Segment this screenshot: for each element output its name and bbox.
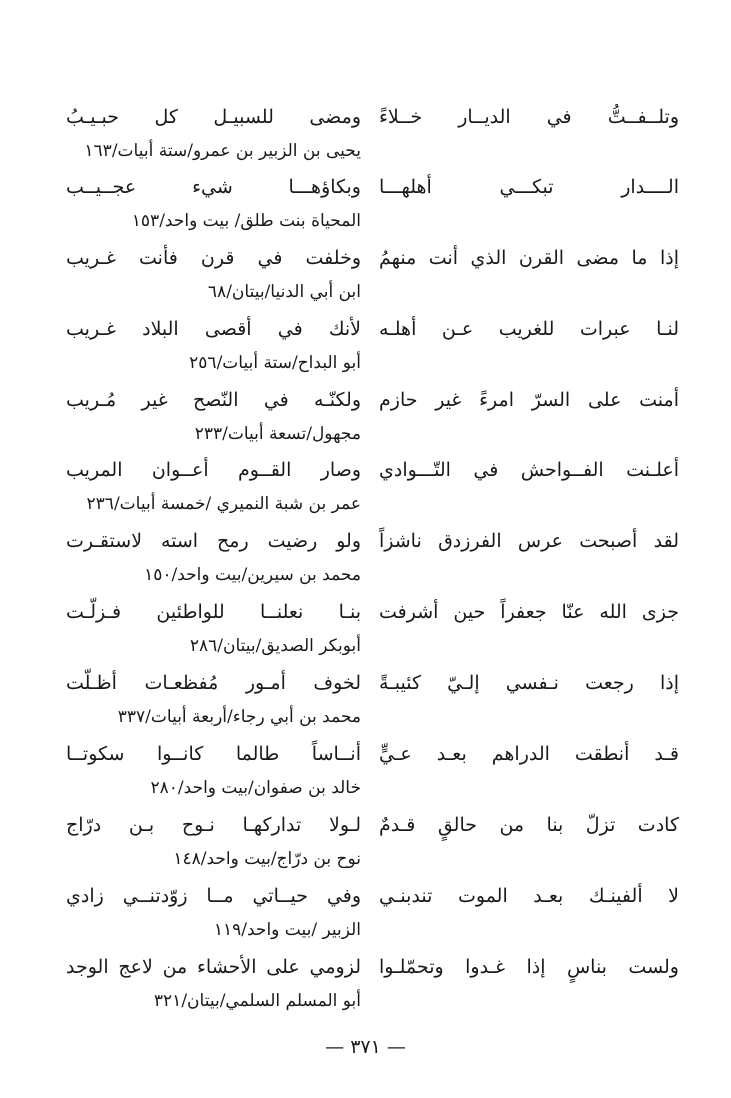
verse-entry-3 xyxy=(0,245,731,317)
verse-entry-10 xyxy=(0,741,731,813)
verse-attribution: المحياة بنت طلق/ بيت واحد/١٥٣ xyxy=(131,211,361,231)
verse-attribution: أبو المسلم السلمي/بيتان/٣٢١ xyxy=(153,991,361,1011)
verse-attribution: أبو البداح/ستة أبيات/٢٥٦ xyxy=(189,353,361,373)
verse-first-hemistich: أمنت على السرّ امرءً غير حازم xyxy=(379,389,679,411)
verse-second-hemistich: ولو رضيت رمح استه لاستقـرت xyxy=(66,530,361,552)
verse-second-hemistich: بنـا نعلنــا للواطئين فـزلّـت xyxy=(66,601,361,623)
verse-entry-11 xyxy=(0,812,731,884)
verse-first-hemistich: كادت تزلّ بنا من حالقٍ قـدمٌ xyxy=(379,814,679,836)
verse-second-hemistich: وصار القــوم أعــوان المريب xyxy=(66,459,361,481)
verse-second-hemistich: لـولا تداركهـا نـوح بـن درّاج xyxy=(66,814,361,836)
verse-attribution: أبوبكر الصديق/بيتان/٢٨٦ xyxy=(189,636,361,656)
verse-attribution: خالد بن صفوان/بيت واحد/٢٨٠ xyxy=(150,778,361,798)
verse-second-hemistich: وبكاؤهـــا شيء عجــيــب xyxy=(66,176,361,198)
verse-second-hemistich: ومضى للسبيـل كل حبـيـبُ xyxy=(66,106,361,128)
verse-entry-9 xyxy=(0,670,731,742)
verse-first-hemistich: الــــدار تبكـــي أهلهـــا xyxy=(379,176,679,198)
verse-first-hemistich: قـد أنطقت الدراهم بعـد عـيٍّ xyxy=(379,743,679,765)
verse-second-hemistich: أنــاساً طالما كانــوا سكوتــا xyxy=(66,743,361,765)
verse-attribution: عمر بن شبة النميري /خمسة أبيات/٢٣٦ xyxy=(86,494,361,514)
verse-second-hemistich: وخلفت في قرن فأنت غـريب xyxy=(66,247,361,269)
verse-first-hemistich: وتلــفــتُّ في الديــار خــلاءً xyxy=(379,106,679,128)
verse-first-hemistich: لنـا عبرات للغريب عـن أهلـه xyxy=(379,318,679,340)
verse-attribution: نوح بن درّاج/بيت واحد/١٤٨ xyxy=(173,849,361,869)
verse-first-hemistich: لقد أصبحت عرس الفرزدق ناشزاً xyxy=(379,530,679,552)
verse-attribution: مجهول/تسعة أبيات/٢٣٣ xyxy=(194,424,361,444)
verse-first-hemistich: جزى الله عنّا جعفراً حين أشرفت xyxy=(379,601,679,623)
verse-first-hemistich: إذا ما مضى القرن الذي أنت منهمُ xyxy=(379,247,679,269)
verse-entry-2 xyxy=(0,174,731,246)
verse-entry-4 xyxy=(0,316,731,388)
verse-first-hemistich: لا ألفينـك بعـد الموت تندبنـي xyxy=(379,885,679,907)
verse-entry-8 xyxy=(0,599,731,671)
verse-first-hemistich: أعلـنت الفــواحش في التّـــوادي xyxy=(379,459,679,481)
verse-first-hemistich: إذا رجعت نـفسي إلـيّ كئيبـةً xyxy=(379,672,679,694)
verse-second-hemistich: لزومي على الأحشاء من لاعج الوجد xyxy=(66,956,361,978)
verse-second-hemistich: وفي حيــاتي مــا زوّدتنــي زادي xyxy=(66,885,361,907)
verse-attribution: محمد بن سيرين/بيت واحد/١٥٠ xyxy=(144,565,361,585)
verse-attribution: ابن أبي الدنيا/بيتان/٦٨ xyxy=(207,282,361,302)
verse-entry-7 xyxy=(0,528,731,600)
verse-attribution: محمد بن أبي رجاء/أربعة أبيات/٣٣٧ xyxy=(117,707,361,727)
verse-entry-6 xyxy=(0,457,731,529)
verse-attribution: الزبير /بيت واحد/١١٩ xyxy=(213,920,361,940)
verse-attribution: يحيى بن الزبير بن عمرو/ستة أبيات/١٦٣ xyxy=(84,141,361,161)
verse-first-hemistich: ولست بناسٍ إذا غـدوا وتحمّلـوا xyxy=(379,956,679,978)
verse-entry-12 xyxy=(0,883,731,955)
verse-entry-13 xyxy=(0,954,731,1026)
verse-second-hemistich: ولكنّـه في النّصح غير مُـريب xyxy=(66,389,361,411)
page-number: — ٣٧١ — xyxy=(325,1036,406,1058)
verse-second-hemistich: لخوف أمـور مُفظعـات أظـلّت xyxy=(66,672,361,694)
verse-second-hemistich: لأنك في أقصى البلاد غـريب xyxy=(66,318,361,340)
verse-entry-1 xyxy=(0,104,731,176)
verse-entry-5 xyxy=(0,387,731,459)
